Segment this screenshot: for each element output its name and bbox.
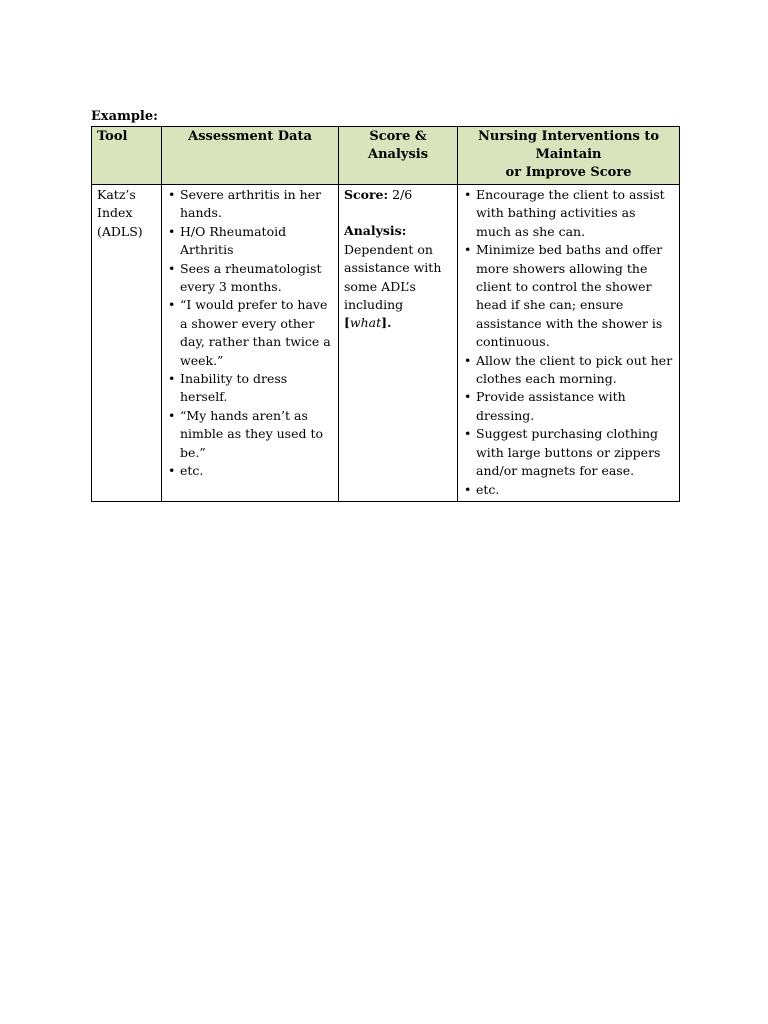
assessment-table: [91, 126, 680, 502]
tool-cell: [92, 185, 162, 502]
score-label: Score:: [344, 187, 389, 202]
header-assessment-data: Assessment Data: [162, 127, 339, 185]
list-item: • Severe arthritis in her hands.: [167, 186, 333, 223]
list-item: • Suggest purchasing clothing with large buttons or zippers and/or magnets for ease.: [463, 425, 674, 480]
score-value: 2/6: [388, 187, 413, 202]
header-nursing-line2: Maintain: [535, 147, 602, 162]
analysis-bracket-open: [: [344, 315, 350, 331]
analysis-bracket-close: ].: [381, 315, 392, 331]
list-item: • Sees a rheumatologist every 3 months.: [167, 260, 333, 297]
header-row: [92, 127, 680, 185]
tool-line1: Katz’s: [97, 187, 136, 202]
spacer: [344, 204, 452, 222]
table-row: [92, 185, 680, 502]
list-item: • “I would prefer to have a shower every other day, rather than twice a week.”: [167, 296, 333, 370]
header-score-analysis: [339, 127, 458, 185]
interventions-cell: [458, 185, 680, 502]
list-item: • Allow the client to pick out her clothes each morning.: [463, 352, 674, 389]
assessment-data-cell: [162, 185, 339, 502]
list-item: • Minimize bed baths and offer more showers allowing the client to control the shower head if she can; ensure assistance with the shower is continuous.: [463, 241, 674, 351]
list-item: • Provide assistance with dressing.: [463, 388, 674, 425]
list-item: • etc.: [463, 481, 674, 499]
header-nursing-line1: Nursing Interventions to: [477, 129, 660, 144]
header-score-line1: Score &: [369, 129, 427, 144]
score-line: [344, 186, 452, 204]
analysis-what: what: [349, 315, 382, 331]
example-label: Example:: [91, 109, 158, 124]
score-analysis-cell: [339, 185, 458, 502]
interventions-list: [463, 186, 674, 499]
analysis-label: Analysis:: [344, 223, 407, 239]
header-nursing-line3: or Improve Score: [505, 165, 632, 180]
list-item: • Encourage the client to assist with bathing activities as much as she can.: [463, 186, 674, 241]
list-item: • H/O Rheumatoid Arthritis: [167, 223, 333, 260]
tool-line2: Index: [97, 205, 133, 221]
list-item: • etc.: [167, 462, 333, 480]
header-score-line2: Analysis: [367, 147, 429, 162]
header-nursing-interventions: [458, 127, 680, 185]
list-item: • “My hands aren’t as nimble as they used to be.”: [167, 407, 333, 462]
tool-line3: (ADLS): [97, 223, 143, 239]
analysis-text-block: [344, 241, 452, 333]
list-item: • Inability to dress herself.: [167, 370, 333, 407]
analysis-text: Dependent on assistance with some ADL’s including: [344, 241, 442, 313]
assessment-list: [167, 186, 333, 481]
header-tool: Tool: [92, 127, 162, 185]
